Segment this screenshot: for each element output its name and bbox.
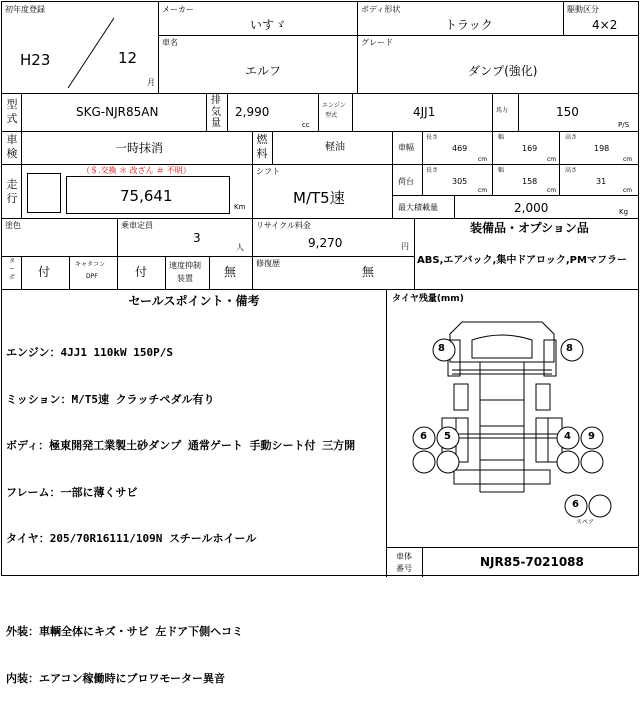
bed-length-unit: cm — [478, 187, 488, 194]
inspection-label: 車 検 — [6, 133, 18, 160]
maker-label: メーカー — [162, 5, 194, 14]
tire-front-left-value: 8 — [438, 343, 445, 354]
mileage-unit: Km — [234, 203, 246, 211]
cab-width-value: 169 — [522, 144, 538, 153]
fuel-value: 軽油 — [325, 142, 345, 153]
bed-height-unit: cm — [623, 187, 633, 194]
repair-history-label: 修復歴 — [256, 259, 280, 268]
first-reg-month-unit: 月 — [147, 78, 155, 87]
cab-label: 車幅 — [398, 143, 414, 152]
catalyst-value: 付 — [135, 265, 148, 279]
catalyst-label-2: DPF — [86, 273, 98, 280]
maker-value: いすゞ — [250, 18, 287, 32]
mileage-note: （＄.交換 ＊ 改ざん ＃ 不明） — [82, 166, 191, 175]
car-name-value: エルフ — [245, 64, 282, 78]
drive-label: 駆動区分 — [567, 5, 599, 14]
truck-chassis-diagram — [394, 310, 634, 540]
capacity-unit: 人 — [236, 243, 244, 252]
body-type-label: ボディ形状 — [361, 5, 401, 14]
bed-height-value: 31 — [596, 177, 607, 186]
cab-height-value: 198 — [594, 144, 610, 153]
tire-rear-left-inner-value: 5 — [444, 431, 451, 442]
tire-rear-right-inner-value: 4 — [564, 431, 571, 442]
frame-no-label-2: 番号 — [396, 564, 412, 573]
tire-title: タイヤ残量(mm) — [392, 294, 464, 304]
first-reg-month: 12 — [118, 49, 138, 67]
turbo-label: タ ー ボ — [8, 258, 15, 281]
frame-no-label-1: 車体 — [396, 552, 412, 561]
sales-point-line: 内装：エアコン稼働時にブロワモーター異音 — [6, 671, 226, 685]
bed-length-label: 長さ — [426, 167, 439, 174]
cab-length-value: 469 — [452, 144, 468, 153]
cab-length-label: 長さ — [426, 134, 439, 141]
bed-label: 荷台 — [398, 177, 414, 186]
first-reg-label: 初年度登録 — [5, 5, 45, 14]
bed-width-label: 幅 — [498, 167, 505, 174]
sales-points-body — [6, 314, 384, 717]
bed-length-value: 305 — [452, 177, 468, 186]
recycle-value: 9,270 — [308, 236, 343, 250]
vehicle-spec-sheet — [1, 1, 639, 685]
cab-width-unit: cm — [547, 156, 557, 163]
mileage-mark-box — [27, 173, 61, 213]
max-load-value: 2,000 — [514, 201, 549, 215]
horsepower-value: 150 — [556, 105, 579, 119]
horsepower-label: 馬力 — [496, 107, 509, 114]
displacement-unit: cc — [302, 121, 310, 129]
mileage-value: 75,641 — [120, 187, 173, 205]
model-label: 型 式 — [6, 98, 18, 125]
bed-width-unit: cm — [547, 187, 557, 194]
car-name-label: 車名 — [162, 38, 178, 47]
bed-width-value: 158 — [522, 177, 538, 186]
tire-spare-label: スペア — [576, 519, 595, 526]
cab-length-unit: cm — [478, 156, 488, 163]
tire-spare-value: 6 — [572, 499, 579, 510]
cab-height-label: 高さ — [565, 134, 578, 141]
cab-height-unit: cm — [623, 156, 633, 163]
body-type-value: トラック — [445, 18, 493, 32]
equipment-value: ABS,エアバック,集中ドアロック,PMマフラー — [417, 255, 627, 266]
speed-limiter-label-1: 速度抑制 — [169, 261, 201, 270]
engine-model-label-2: 型式 — [325, 112, 338, 119]
speed-limiter-label-2: 装置 — [177, 274, 193, 283]
repair-history-value: 無 — [362, 265, 375, 279]
shift-label: シフト — [256, 167, 280, 176]
first-reg-divider — [62, 16, 118, 90]
turbo-value: 付 — [38, 265, 51, 279]
grade-value: ダンプ(強化) — [468, 64, 538, 78]
color-label: 塗色 — [5, 221, 21, 230]
engine-model-label-1: エンジン — [322, 102, 346, 109]
capacity-value: 3 — [193, 231, 201, 245]
cab-width-label: 幅 — [498, 134, 505, 141]
sales-point-line: タイヤ：205/70R16111/109N スチールホイール — [6, 532, 257, 545]
sales-point-line: 外装：車輌全体にキズ・サビ 左ドア下側ヘコミ — [6, 625, 244, 638]
model-value: SKG-NJR85AN — [76, 105, 159, 119]
sales-point-line: ボディ：極東開発工業製土砂ダンプ 通常ゲート 手動シート付 三方開 — [6, 439, 356, 452]
equipment-title: 装備品・オプション品 — [470, 221, 589, 235]
sales-point-line: ミッション：M/T5速 クラッチペダル有り — [6, 392, 215, 406]
recycle-unit: 円 — [401, 242, 409, 251]
recycle-label: リサイクル料金 — [256, 221, 311, 230]
displacement-label: 排 気 量 — [211, 95, 221, 129]
max-load-label: 最大積載量 — [398, 203, 438, 212]
first-reg-year: H23 — [20, 51, 51, 69]
tire-front-right-value: 8 — [566, 343, 573, 354]
tire-rear-right-outer-value: 9 — [588, 431, 595, 442]
shift-value: M/T5速 — [293, 189, 345, 207]
drive-value: 4×2 — [592, 18, 618, 32]
speed-limiter-value: 無 — [224, 265, 237, 279]
sales-points-title: セールスポイント・備考 — [128, 294, 260, 308]
grade-label: グレード — [361, 38, 393, 47]
horsepower-unit: P/S — [618, 121, 630, 129]
sales-point-line — [6, 578, 384, 594]
tire-rear-left-outer-value: 6 — [420, 431, 427, 442]
mileage-label: 走 行 — [6, 178, 18, 205]
sales-point-line: エンジン：4JJ1 110kW 150P/S — [6, 346, 174, 359]
displacement-value: 2,990 — [235, 105, 270, 119]
inspection-value: 一時抹消 — [115, 141, 164, 155]
fuel-label: 燃 料 — [256, 133, 268, 160]
max-load-unit: Kg — [619, 208, 629, 216]
bed-height-label: 高さ — [565, 167, 578, 174]
frame-no-value: NJR85-7021088 — [480, 555, 584, 569]
engine-model-value: 4JJ1 — [413, 105, 436, 119]
capacity-label: 乗車定員 — [121, 221, 153, 230]
sales-point-line: フレーム：一部に薄くサビ — [6, 485, 138, 499]
catalyst-label-1: キャタコン — [75, 261, 106, 268]
